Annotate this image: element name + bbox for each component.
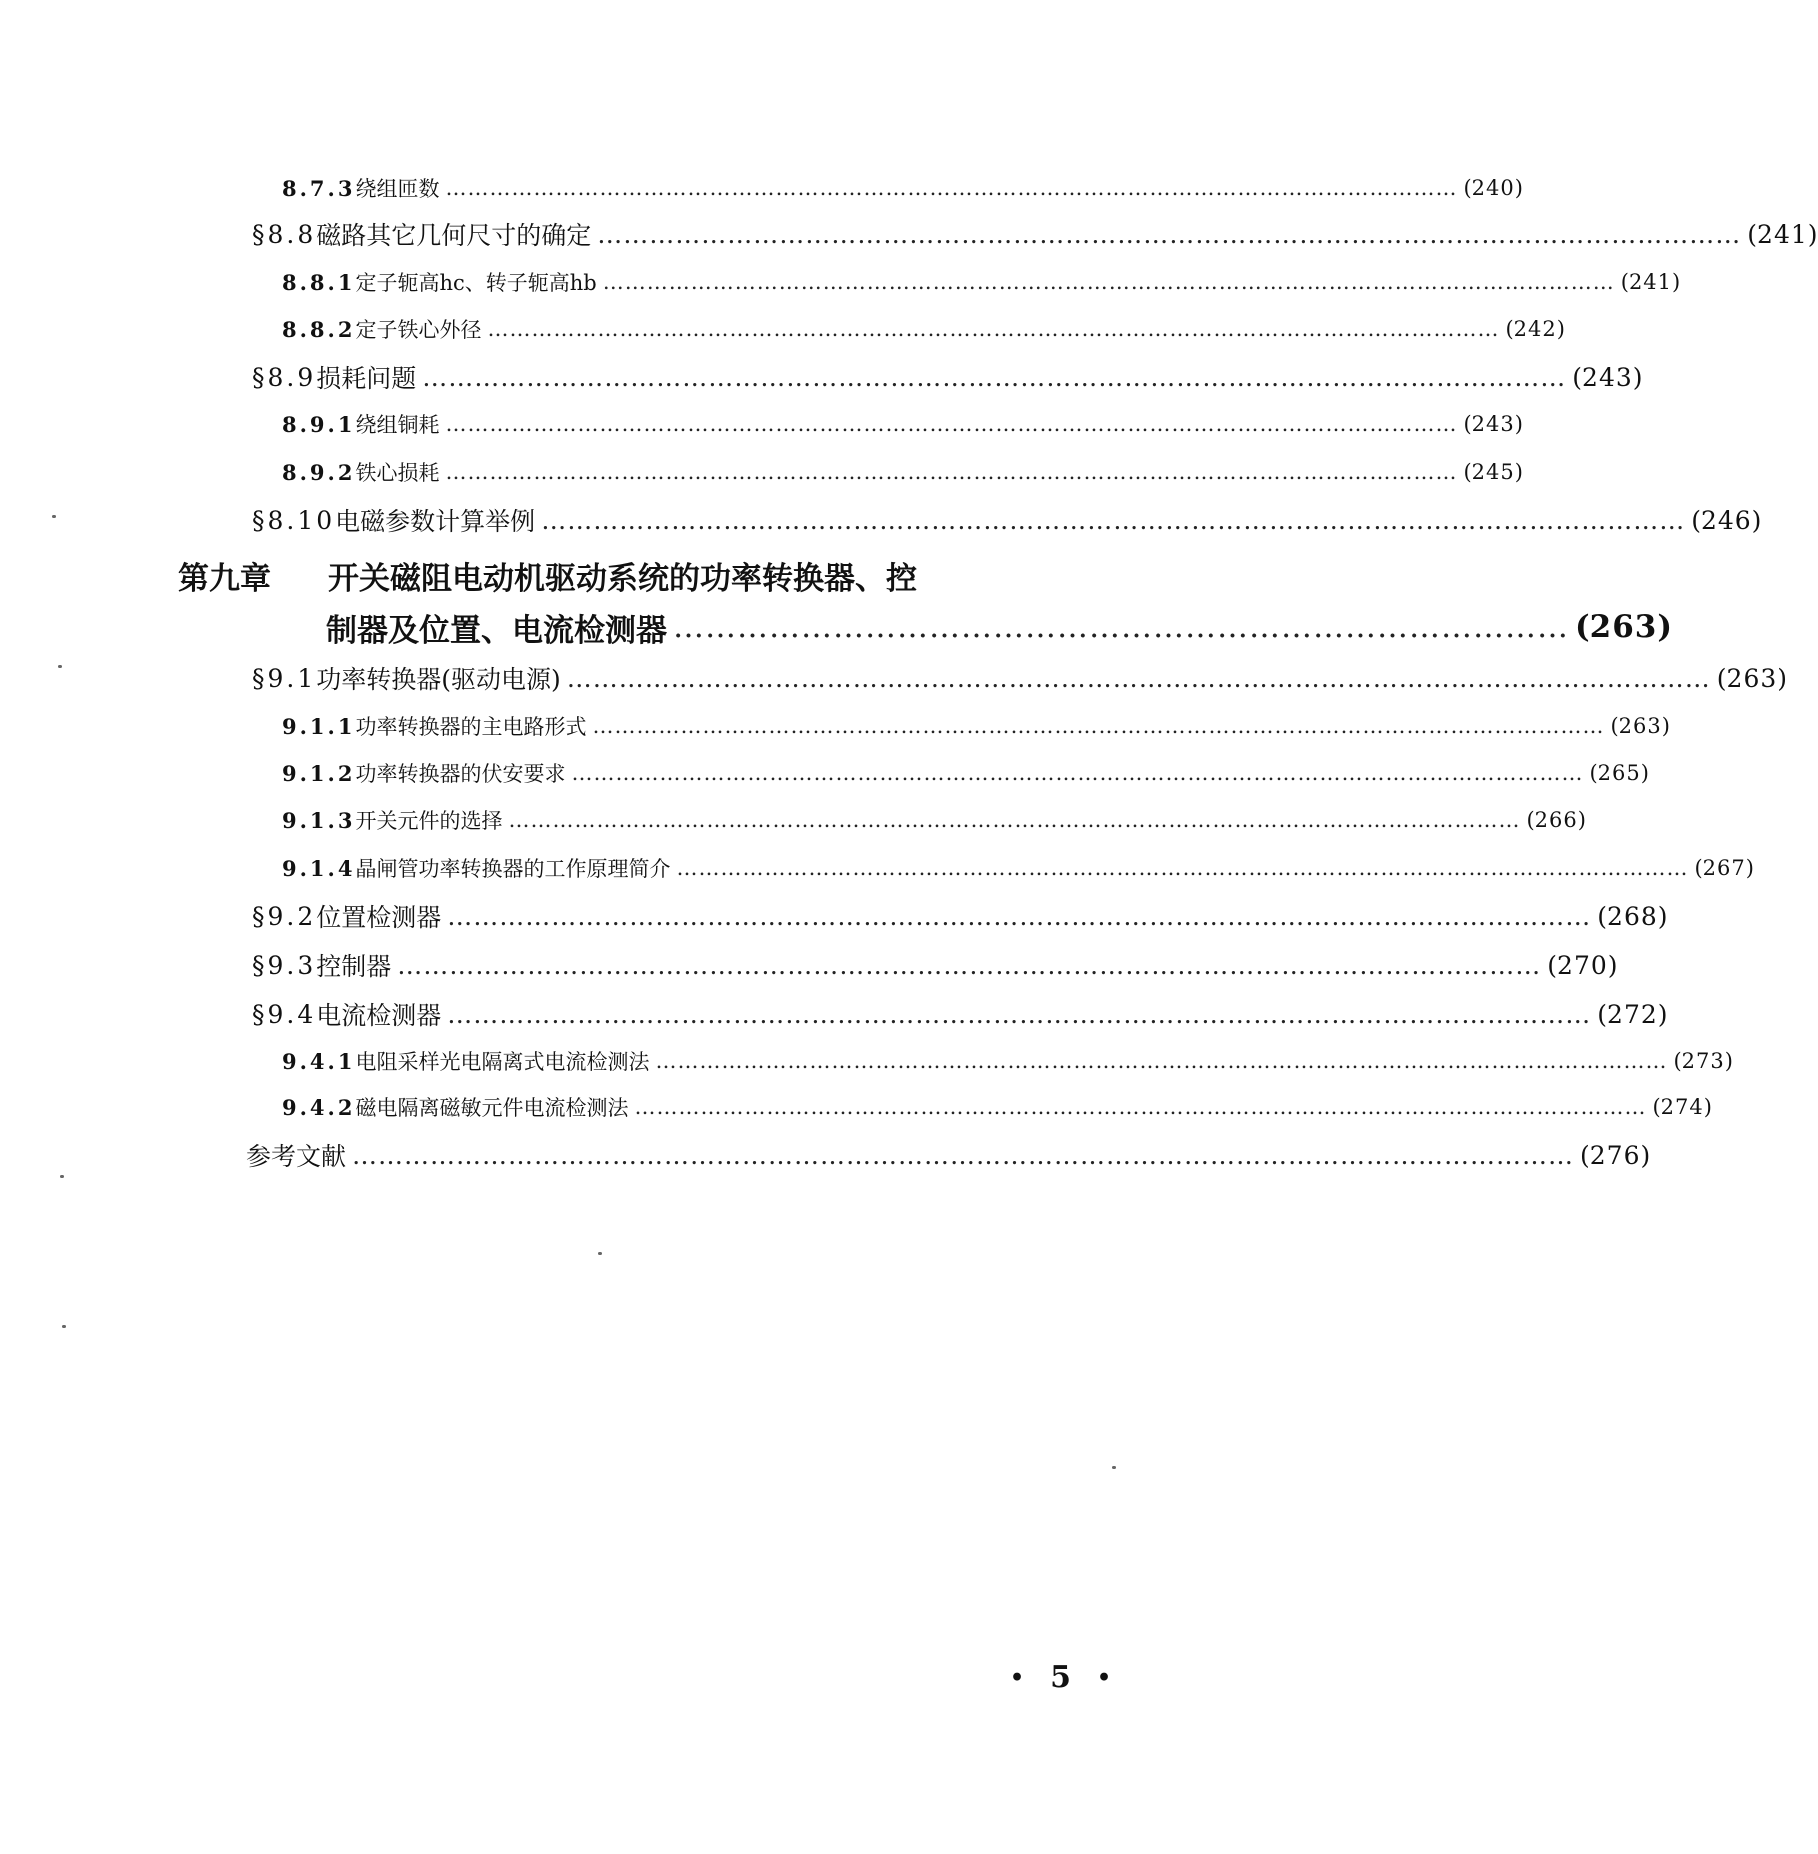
toc-chapter-title: 制器及位置、电流检测器 (326, 612, 667, 649)
toc-entry-page: 263 (1589, 609, 1658, 645)
toc-entry: §9.2 位置检测器 …………………………………………………………………………………………………………………… ( 268 ) (252, 894, 1156, 938)
toc-entry-references: 参考文献 …………………………………………………………………………………………………………………………… ( 276 ) (246, 1133, 1164, 1177)
toc-entry-title: 铁心损耗 (355, 461, 440, 485)
toc-entry-number: 8.9.2 (282, 459, 356, 485)
toc-entry-number: 9.1.2 (282, 760, 356, 786)
scan-speck (60, 1175, 64, 1178)
toc-entry: 9.1.3 开关元件的选择 ………………………………………………………………………………………………………………………… ( 266 ) (282, 798, 1156, 842)
toc-entry-title: 电阻采样光电隔离式电流检测法 (355, 1050, 650, 1074)
toc-entry-title: 磁路其它几何尺寸的确定 (316, 221, 592, 250)
toc-leader-dots: …………………………………………………………………………………………………………………………… (352, 1140, 1575, 1170)
toc-entry: 8.7.3 绕组匝数 ………………………………………………………………………………………………………………………… ( 240 ) (282, 166, 1150, 210)
footer-bullet-left: • (1010, 1664, 1025, 1691)
toc-entry-title: 位置检测器 (316, 903, 442, 932)
toc-chapter (178, 550, 1058, 600)
toc-entry: 8.9.2 铁心损耗 ………………………………………………………………………………………………………………………… ( 245 ) (282, 450, 1150, 494)
toc-leader-dots: ………………………………………………………………………………………………………………………… (602, 270, 1615, 294)
toc-entry-title: 定子铁心外径 (355, 318, 482, 342)
toc-entry: §8.8 磁路其它几何尺寸的确定 …………………………………………………………………………………………………………………… ( 241 ) (252, 212, 1150, 256)
toc-entry-title: 绕组铜耗 (355, 413, 440, 437)
toc-entry-number: 8.8.2 (282, 316, 356, 342)
toc-entry-title: 定子轭高hc、转子轭高hb (355, 271, 597, 295)
toc-leader-dots: ………………………………………………………………………………………………………………………… (508, 808, 1521, 832)
toc-entry: 9.4.2 磁电隔离磁敏元件电流检测法 ………………………………………………………………………………………………………………………… ( 274 ) (282, 1085, 1164, 1129)
toc-leader-dots: ………………………………………………………………………………………………………………………… (655, 1049, 1668, 1073)
toc-entry-page: 268 (1607, 901, 1658, 931)
toc-entry-number: §8.9 (252, 362, 317, 392)
scan-speck (58, 665, 62, 668)
toc-entry-page: 242 (1513, 317, 1557, 341)
toc-leader-dots: ………………………………………………………………………… (673, 609, 1569, 645)
toc-entry-page: 263 (1618, 714, 1662, 738)
toc-leader-dots: ………………………………………………………………………………………………………………………… (592, 714, 1605, 738)
toc-entry-number: 9.1.4 (282, 855, 356, 881)
toc-entry-number: §8.10 (252, 505, 336, 535)
toc-leader-dots: …………………………………………………………………………………………………………………… (566, 663, 1711, 693)
toc-leader-dots: …………………………………………………………………………………………………………………… (397, 950, 1542, 980)
toc-entry-page: 240 (1471, 176, 1515, 200)
toc-entry-number: §9.2 (252, 901, 317, 931)
toc-entry: 9.4.1 电阻采样光电隔离式电流检测法 ………………………………………………………………………………………………………………………… ( 273 ) (282, 1039, 1164, 1083)
toc-leader-dots: ………………………………………………………………………………………………………………………… (571, 761, 1584, 785)
footer-bullet-right: • (1096, 1664, 1111, 1691)
toc-leader-dots: ………………………………………………………………………………………………………………………… (445, 176, 1458, 200)
page-number: 5 (1050, 1660, 1071, 1695)
scan-speck (598, 1252, 602, 1255)
toc-entry-page: 272 (1607, 999, 1658, 1029)
toc-entry-page: 274 (1660, 1095, 1704, 1119)
toc-leader-dots: ………………………………………………………………………………………………………………………… (445, 460, 1458, 484)
toc-entry: §9.4 电流检测器 …………………………………………………………………………………………………………………… ( 272 ) (252, 992, 1156, 1036)
toc-entry-page: 241 (1757, 219, 1808, 249)
toc-entry-title: 绕组匝数 (355, 177, 440, 201)
toc-entry: §9.3 控制器 …………………………………………………………………………………………………………………… ( 270 ) (252, 943, 1156, 987)
page-footer (1010, 1660, 1111, 1695)
toc-entry: 8.8.1 定子轭高hc、转子轭高hb ………………………………………………………………………………………………………………………… ( 241 ) (282, 260, 1150, 304)
toc-leader-dots: …………………………………………………………………………………………………………………… (447, 901, 1592, 931)
toc-leader-dots: ………………………………………………………………………………………………………………………… (487, 317, 1500, 341)
toc-entry-number: 8.7.3 (282, 175, 356, 201)
toc-entry-number: 9.4.1 (282, 1048, 356, 1074)
toc-entry: §9.1 功率转换器(驱动电源) …………………………………………………………………………………………………………………… ( 263 ) (252, 656, 1150, 700)
toc-entry-title: 功率转换器的伏安要求 (355, 762, 566, 786)
toc-chapter-continuation: 制器及位置、电流检测器 ………………………………………………………………………… ( 263 ) (326, 602, 1156, 652)
toc-entry-number: 8.9.1 (282, 411, 356, 437)
toc-entry: 9.1.2 功率转换器的伏安要求 ………………………………………………………………………………………………………………………… ( 265 ) (282, 751, 1156, 795)
toc-leader-dots: …………………………………………………………………………………………………………………… (541, 505, 1686, 535)
toc-leader-dots: …………………………………………………………………………………………………………………… (447, 999, 1592, 1029)
toc-entry-number: 9.1.3 (282, 807, 356, 833)
toc-entry-page: 266 (1534, 808, 1578, 832)
toc-chapter-title: 开关磁阻电动机驱动系统的功率转换器、控 (328, 560, 917, 597)
toc-leader-dots: ………………………………………………………………………………………………………………………… (676, 856, 1689, 880)
toc-leader-dots: …………………………………………………………………………………………………………………… (597, 219, 1742, 249)
toc-entry-number: §9.3 (252, 950, 317, 980)
toc-entry: §8.9 损耗问题 …………………………………………………………………………………………………………………… ( 243 ) (252, 355, 1150, 399)
toc-entry-title: 电流检测器 (316, 1001, 442, 1030)
toc-entry-page: 263 (1726, 663, 1778, 693)
toc-entry-number: 8.8.1 (282, 269, 356, 295)
toc-entry: 8.9.1 绕组铜耗 ………………………………………………………………………………………………………………………… ( 243 ) (282, 402, 1150, 446)
toc-chapter-number: 第九章 (178, 560, 271, 597)
toc-entry-number: §8.8 (252, 219, 317, 249)
toc-entry: 9.1.1 功率转换器的主电路形式 ………………………………………………………………………………………………………………………… ( 263 ) (282, 704, 1156, 748)
toc-entry-page: 273 (1681, 1049, 1725, 1073)
toc-leader-dots: …………………………………………………………………………………………………………………… (422, 362, 1567, 392)
scan-speck (1112, 1466, 1116, 1469)
toc-entry-page: 246 (1700, 505, 1752, 535)
toc-entry-page: 265 (1597, 761, 1641, 785)
toc-entry-number: §9.4 (252, 999, 317, 1029)
toc-entry-number: 9.4.2 (282, 1094, 356, 1120)
toc-entry-title: 控制器 (316, 952, 392, 981)
toc-entry-page: 270 (1557, 950, 1608, 980)
toc-leader-dots: ………………………………………………………………………………………………………………………… (445, 412, 1458, 436)
toc-entry: §8.10 电磁参数计算举例 …………………………………………………………………………………………………………………… ( 246 ) (252, 498, 1150, 542)
toc-entry-number: §9.1 (252, 663, 317, 693)
toc-leader-dots: ………………………………………………………………………………………………………………………… (634, 1095, 1647, 1119)
scan-speck (62, 1325, 66, 1328)
toc-entry-title: 功率转换器的主电路形式 (355, 715, 587, 739)
toc-entry: 8.8.2 定子铁心外径 ………………………………………………………………………………………………………………………… ( 242 ) (282, 307, 1150, 351)
scan-speck (52, 515, 56, 518)
toc-entry-title: 晶闸管功率转换器的工作原理简介 (355, 857, 671, 881)
toc-entry-page: 243 (1471, 412, 1515, 436)
toc-entry-page: 245 (1471, 460, 1515, 484)
toc-entry: 9.1.4 晶闸管功率转换器的工作原理简介 ………………………………………………………………………………………………………………………… ( 267 ) (282, 846, 1156, 890)
toc-entry-title: 磁电隔离磁敏元件电流检测法 (355, 1096, 629, 1120)
toc-entry-page: 241 (1628, 270, 1673, 294)
toc-entry-page: 243 (1582, 362, 1633, 392)
toc-entry-title: 参考文献 (246, 1142, 347, 1171)
toc-entry-title: 功率转换器(驱动电源) (316, 665, 561, 694)
toc-entry-title: 开关元件的选择 (355, 809, 503, 833)
toc-entry-page: 267 (1702, 856, 1746, 880)
toc-entry-page: 276 (1589, 1140, 1641, 1170)
toc-entry-title: 损耗问题 (316, 364, 417, 393)
toc-entry-number: 9.1.1 (282, 713, 356, 739)
toc-entry-title: 电磁参数计算举例 (335, 507, 536, 536)
